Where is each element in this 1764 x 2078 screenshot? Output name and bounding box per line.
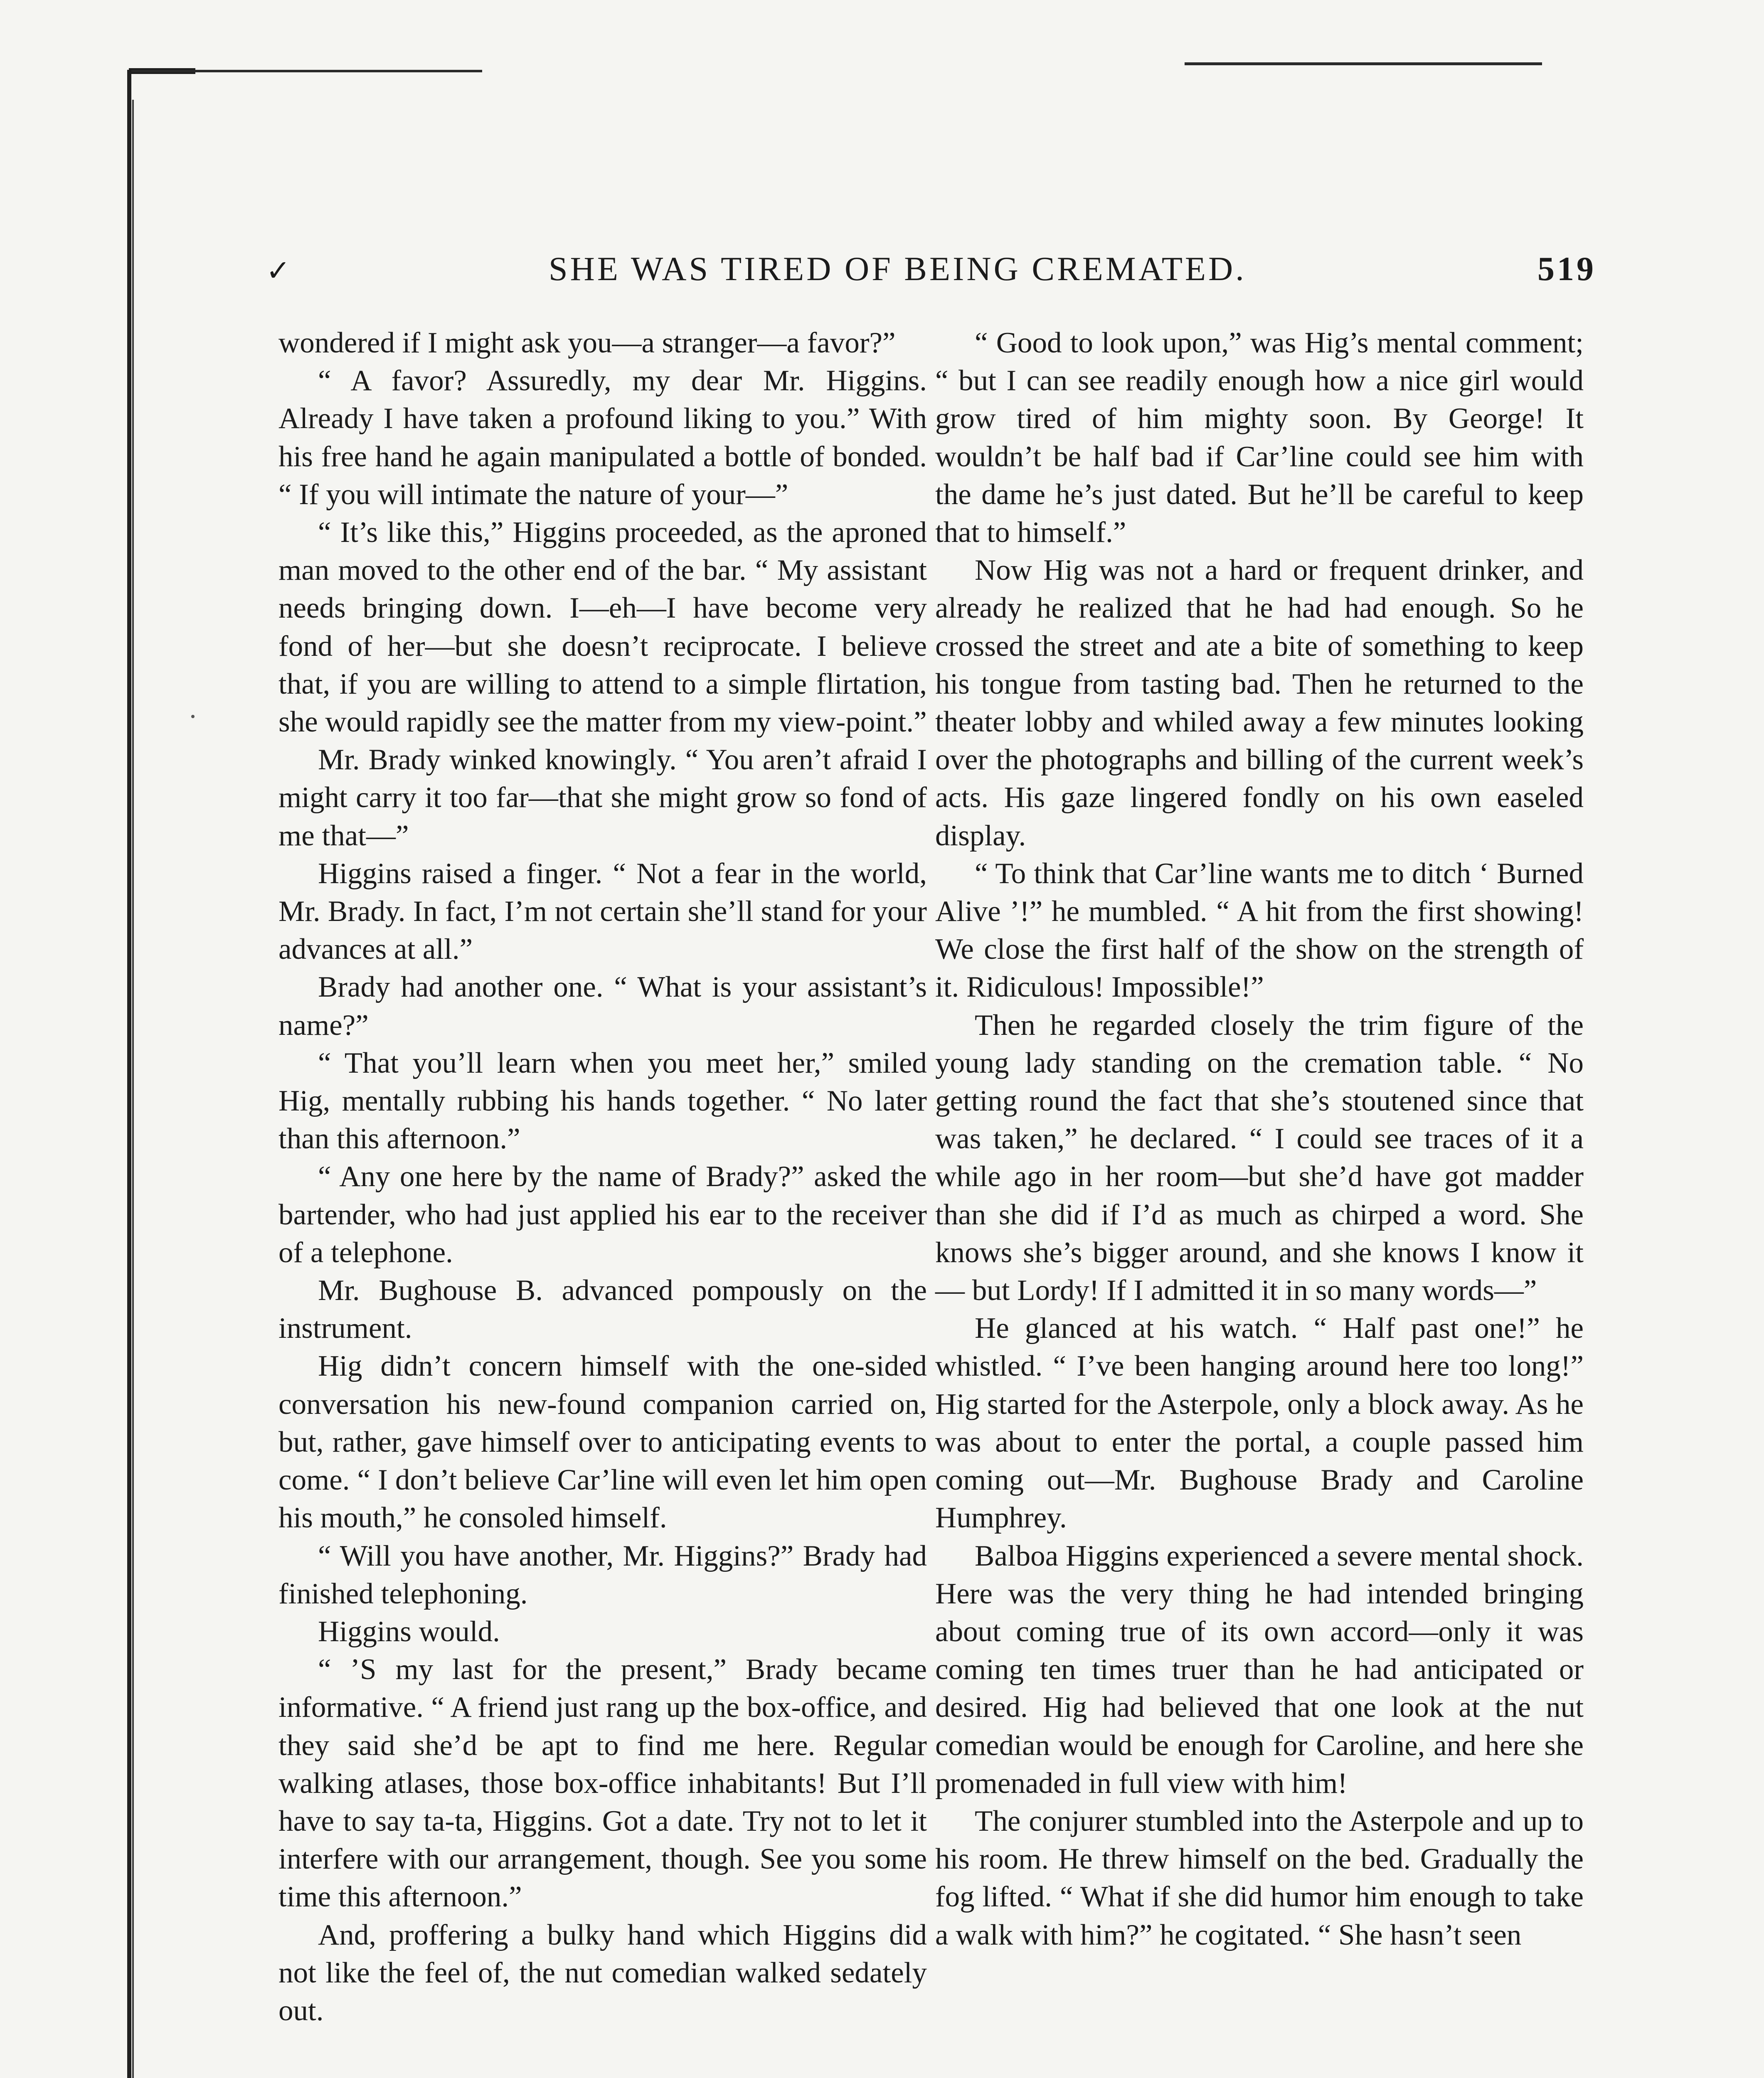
paragraph: Then he regarded closely the trim figure of the young lady standing on the cremation table. “ No getting round the fact that she’s stoutened since that was taken,” he declared. “ I could see traces of it a while ago in her room—but she’d have got madder than she did if I’d as much as chirped a word. She knows she’s bigger around, and she knows I know it — but Lordy! If I admitted it in so many words—” <box>935 1009 1584 1307</box>
paragraph: Mr. Brady winked knowingly. “ You aren’t afraid I might carry it too far—that she might grow so fond of me that—” <box>278 744 927 852</box>
left-border-line <box>127 70 131 2078</box>
page-number: 519 <box>1537 250 1596 288</box>
paragraph: “ A favor? Assuredly, my dear Mr. Higgins. Already I have taken a profound liking to you.” With his free hand he again manipulated a bottle of bonded. “ If you will intimate the nature of your—” <box>278 364 927 511</box>
paragraph: “ To think that Car’line wants me to ditch ‘ Burned Alive ’!” he mumbled. “ A hit from the first showing! We close the first half of the show on the strength of it. Ridiculous! Impossible!” <box>935 857 1584 1004</box>
paragraph: Hig didn’t concern himself with the one-sided conversation his new-found companion carried on, but, rather, gave himself over to anticipating events to come. “ I don’t believe Car’line will even let him open his mouth,” he consoled himself. <box>278 1350 927 1534</box>
top-left-border-line <box>129 70 482 72</box>
scan-speck <box>191 715 195 718</box>
top-right-border-line <box>1185 62 1542 65</box>
paragraph: He glanced at his watch. “ Half past one!” he whistled. “ I’ve been hanging around here too long!” Hig started for the Asterpole, only a block away. As he was about to enter the portal, a couple passed him coming out—Mr. Bughouse Brady and Caroline Humphrey. <box>935 1312 1584 1534</box>
paragraph: “ ’S my last for the present,” Brady became informative. “ A friend just rang up the box-office, and they said she’d be apt to find me here. Regular walking atlases, those box-office inhabitants! But I’ll have to say ta-ta, Higgins. Got a date. Try not to let it interfere with our arrangement, though. See you some time this afternoon.” <box>278 1653 927 1913</box>
paragraph: “ Will you have another, Mr. Higgins?” Brady had finished telephoning. <box>278 1539 927 1610</box>
header-tick-mark: ✓ <box>266 255 293 287</box>
paragraph: “ Any one here by the name of Brady?” asked the bartender, who had just applied his ear to the receiver of a telephone. <box>278 1160 927 1269</box>
paragraph: wondered if I might ask you—a stranger—a favor?” <box>278 327 896 359</box>
paragraph: “ That you’ll learn when you meet her,” smiled Hig, mentally rubbing his hands together. “ No later than this afternoon.” <box>278 1046 927 1155</box>
paragraph: Mr. Bughouse B. advanced pompously on the instrument. <box>278 1274 927 1345</box>
left-column <box>278 324 927 2030</box>
left-border-inner-line <box>132 100 134 2078</box>
paragraph: “ Good to look upon,” was Hig’s mental comment; “ but I can see readily enough how a nice girl would grow tired of him mighty soon. By George! It wouldn’t be half bad if Car’line could see him with the dame he’s just dated. But he’ll be careful to keep that to himself.” <box>935 327 1584 549</box>
paragraph: Brady had another one. “ What is your assistant’s name?” <box>278 971 927 1041</box>
running-header <box>266 249 1596 303</box>
paragraph: Higgins raised a finger. “ Not a fear in the world, Mr. Brady. In fact, I’m not certain she’ll stand for your advances at all.” <box>278 857 927 966</box>
paragraph: Now Hig was not a hard or frequent drinker, and already he realized that he had had enough. So he crossed the street and ate a bite of something to keep his tongue from tasting bad. Then he returned to the theater lobby and whiled away a few minutes looking over the photographs and billing of the current week’s acts. His gaze lingered fondly on his own easeled display. <box>935 554 1584 852</box>
paragraph: The conjurer stumbled into the Asterpole and up to his room. He threw himself on the bed. Gradually the fog lifted. “ What if she did humor him enough to take a walk with him?” he cogitated. “ She hasn’t seen <box>935 1805 1584 1951</box>
paragraph: Balboa Higgins experienced a severe mental shock. Here was the very thing he had intended bringing about coming true of its own accord—only it was coming ten times truer than he had anticipated or desired. Hig had believed that one look at the nut comedian would be enough for Caroline, and here she promenaded in full view with him! <box>935 1539 1584 1800</box>
paragraph: Higgins would. <box>318 1615 500 1648</box>
right-column <box>935 324 1584 1954</box>
paragraph: And, proffering a bulky hand which Higgins did not like the feel of, the nut comedian walked sedately out. <box>278 1918 927 2027</box>
paragraph: “ It’s like this,” Higgins proceeded, as the aproned man moved to the other end of the bar. “ My assistant needs bringing down. I—eh—I have become very fond of her—but she doesn’t reciprocate. I believe that, if you are willing to attend to a simple flirtation, she would rapidly see the matter from my view-point.” <box>278 516 927 739</box>
running-title: SHE WAS TIRED OF BEING CREMATED. <box>549 250 1247 288</box>
